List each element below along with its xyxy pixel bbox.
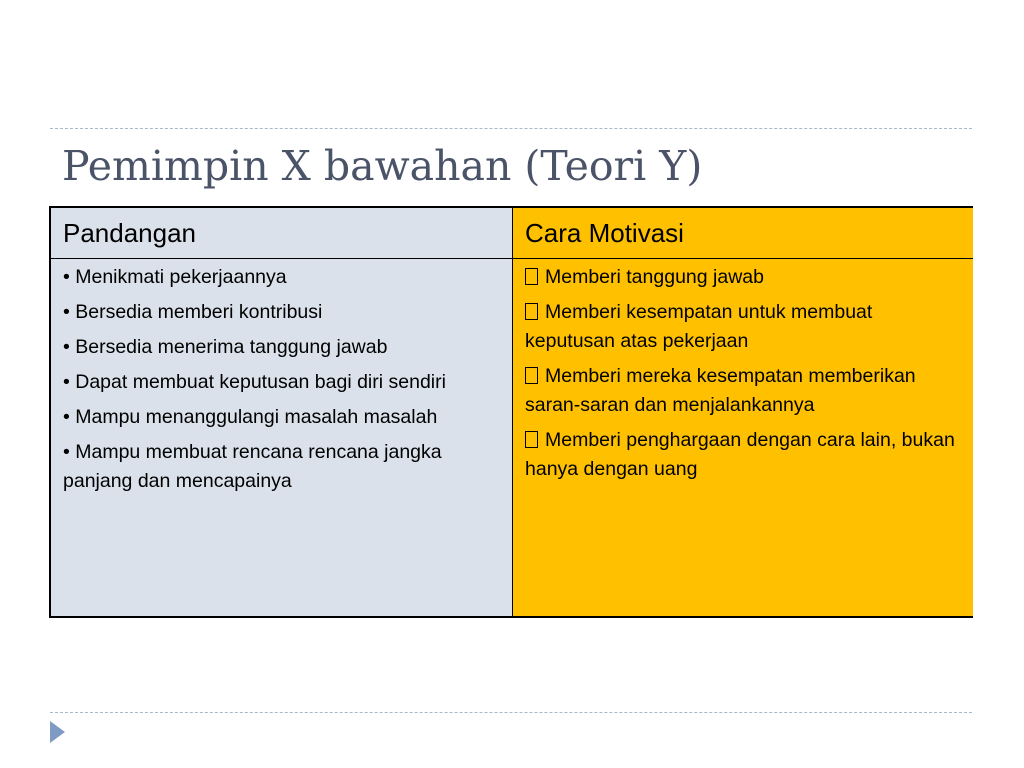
motivasi-item-text: Memberi penghargaan dengan cara lain, bukan hanya dengan uang [525, 429, 955, 480]
motivasi-list [513, 259, 973, 616]
box-bullet-icon [525, 268, 538, 285]
header-cara-motivasi: Cara Motivasi [513, 208, 973, 259]
pandangan-list [51, 259, 513, 616]
pandangan-item: • Bersedia menerima tanggung jawab [63, 336, 388, 358]
box-bullet-icon [525, 303, 538, 320]
motivasi-item-text: Memberi mereka kesempatan memberikan saran-saran dan menjalankannya [525, 365, 916, 416]
motivasi-item [525, 362, 965, 420]
slide-title: Pemimpin X bawahan (Teori Y) [62, 142, 703, 190]
pandangan-item: • Bersedia memberi kontribusi [63, 301, 323, 323]
box-bullet-icon [525, 367, 538, 384]
motivasi-item [525, 263, 965, 292]
pandangan-item: • Menikmati pekerjaannya [63, 266, 287, 288]
motivasi-item [525, 426, 965, 484]
motivasi-item-text: Memberi kesempatan untuk membuat keputusan atas pekerjaan [525, 301, 873, 352]
pandangan-item: • Mampu membuat rencana rencana jangka panjang dan mencapainya [63, 441, 442, 492]
play-arrow-icon[interactable] [50, 721, 65, 743]
pandangan-item: • Dapat membuat keputusan bagi diri sendiri [63, 371, 446, 393]
comparison-table [49, 206, 973, 618]
motivasi-item [525, 298, 965, 356]
box-bullet-icon [525, 431, 538, 448]
header-pandangan: Pandangan [51, 208, 513, 259]
motivasi-item-text: Memberi tanggung jawab [545, 266, 764, 288]
pandangan-item: • Mampu menanggulangi masalah masalah [63, 406, 438, 428]
top-divider [50, 128, 972, 129]
bottom-divider [50, 712, 972, 713]
